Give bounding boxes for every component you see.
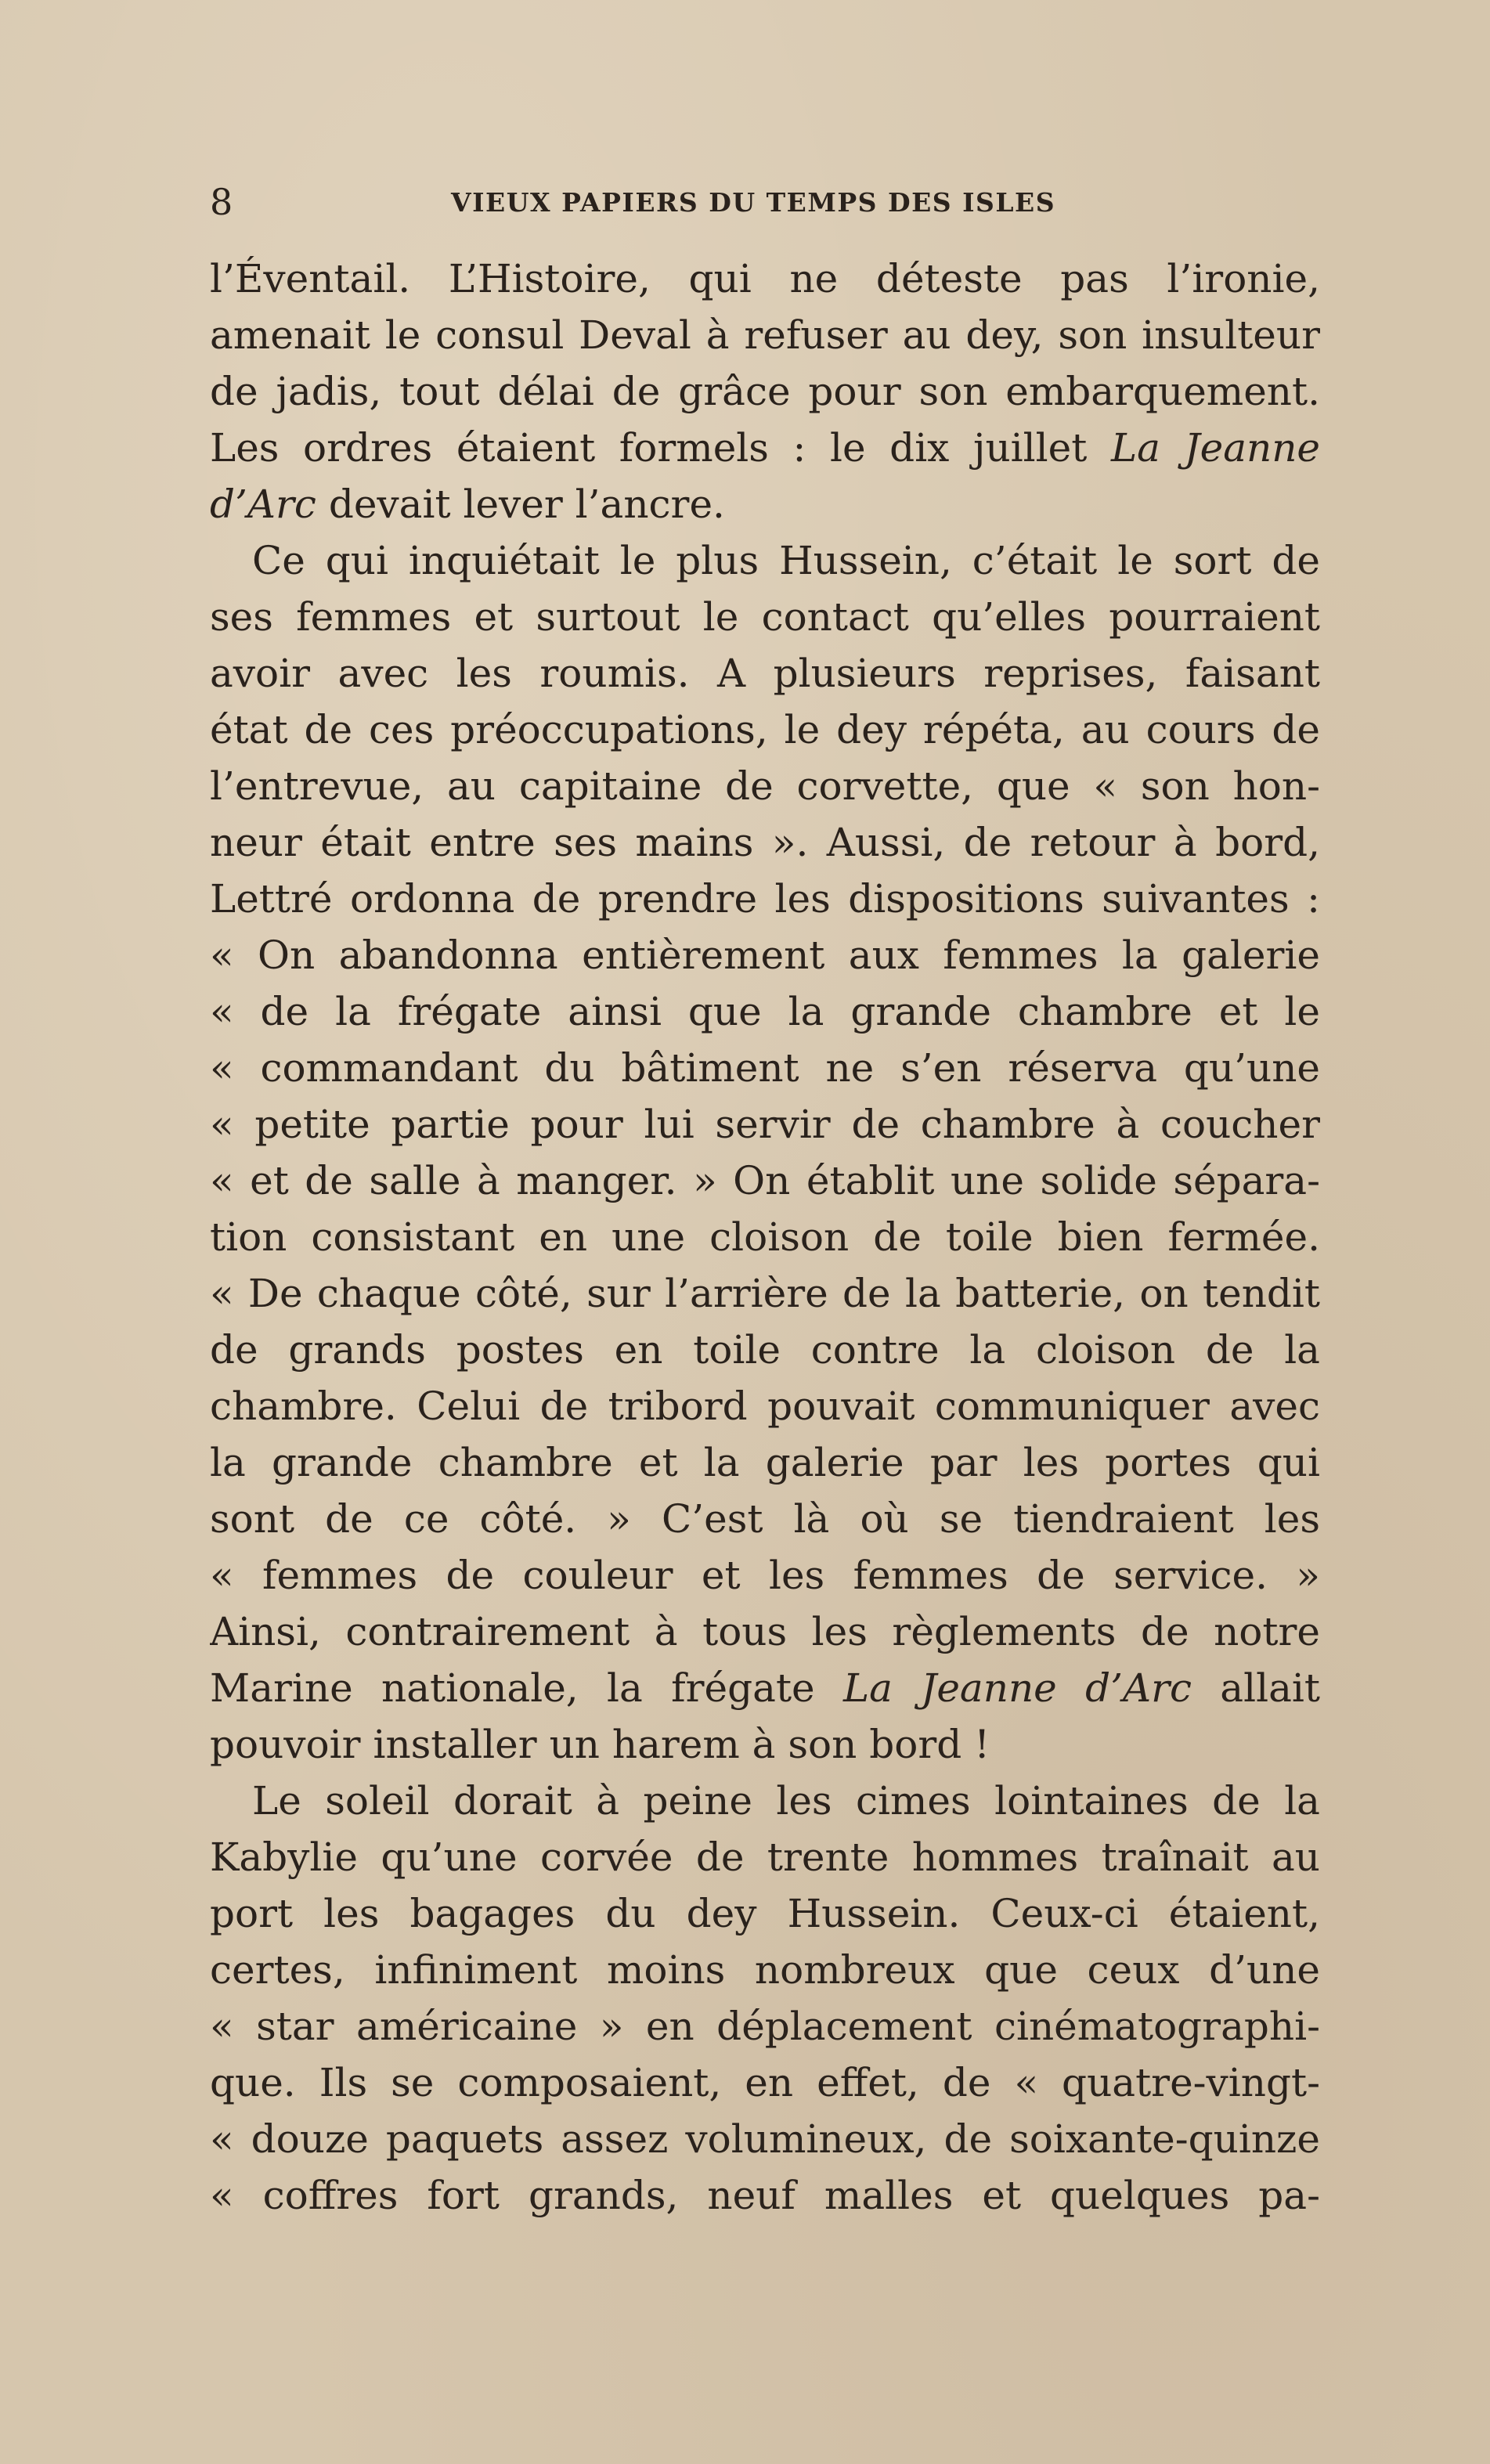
page-number: 8: [210, 181, 233, 223]
text-line: que. Ils se composaient, en effet, de « quatre-vingt-: [210, 2060, 1320, 2105]
text-line: « et de salle à manger. » On établit une solide sépara-: [210, 1158, 1320, 1203]
text-line: chambre. Celui de tribord pouvait communiquer avec: [210, 1384, 1320, 1429]
text-line: tion consistant en une cloison de toile bien fermée.: [210, 1214, 1320, 1260]
text-line: la grande chambre et la galerie par les portes qui: [210, 1440, 1320, 1485]
ship-name: La Jeanne: [1110, 425, 1320, 471]
text-line: « star américaine » en déplacement cinématographi-: [210, 2004, 1320, 2049]
text-line: de grands postes en toile contre la cloison de la: [210, 1327, 1320, 1373]
body-text: [210, 251, 1320, 2224]
text-line: « De chaque côté, sur l’arrière de la batterie, on tendit: [210, 1271, 1320, 1316]
text-line: avoir avec les roumis. A plusieurs reprises, faisant: [210, 651, 1320, 696]
running-head: [210, 179, 1110, 225]
text-line: « petite partie pour lui servir de chambre à coucher: [210, 1102, 1320, 1147]
text-line: l’Éventail. L’Histoire, qui ne déteste pas l’ironie,: [210, 256, 1320, 301]
text-line: certes, infiniment moins nombreux que ceux d’une: [210, 1947, 1320, 1993]
ship-name: La Jeanne d’Arc: [842, 1665, 1192, 1711]
text-line: Kabylie qu’une corvée de trente hommes traînait au: [210, 1834, 1320, 1880]
text-line: amenait le consul Deval à refuser au dey, son insulteur: [210, 312, 1320, 358]
text-line: ses femmes et surtout le contact qu’elles pourraient: [210, 594, 1320, 640]
text-line: Ce qui inquiétait le plus Hussein, c’était le sort de: [252, 538, 1320, 583]
text-line: de jadis, tout délai de grâce pour son embarquement.: [210, 369, 1320, 414]
text-line: pouvoir installer un harem à son bord !: [210, 1722, 990, 1767]
text-line: « commandant du bâtiment ne s’en réserva qu’une: [210, 1045, 1320, 1091]
text-line: Le soleil dorait à peine les cimes lointaines de la: [252, 1778, 1320, 1824]
text-line: Lettré ordonna de prendre les dispositions suivantes :: [210, 876, 1320, 922]
text-line: « femmes de couleur et les femmes de service. »: [210, 1553, 1320, 1598]
text-line: « On abandonna entièrement aux femmes la galerie: [210, 933, 1320, 978]
text-line: d’Arc devait lever l’ancre.: [210, 482, 725, 527]
text-line: l’entrevue, au capitaine de corvette, que « son hon-: [210, 763, 1320, 809]
text-line: « de la frégate ainsi que la grande chambre et le: [210, 989, 1320, 1034]
text-line: « coffres fort grands, neuf malles et quelques pa-: [210, 2173, 1320, 2218]
text-line: Les ordres étaient formels : le dix juillet La Jeanne: [210, 425, 1320, 471]
text-line: sont de ce côté. » C’est là où se tiendraient les: [210, 1496, 1320, 1542]
text-line: « douze paquets assez volumineux, de soixante-quinze: [210, 2116, 1320, 2162]
running-title: VIEUX PAPIERS DU TEMPS DES ISLES: [451, 187, 1056, 218]
text-line: Ainsi, contrairement à tous les règlements de notre: [210, 1609, 1320, 1654]
text-line: port les bagages du dey Hussein. Ceux-ci étaient,: [210, 1891, 1320, 1936]
text-line: neur était entre ses mains ». Aussi, de retour à bord,: [210, 820, 1320, 865]
text-line: Marine nationale, la frégate La Jeanne d’Arc allait: [210, 1665, 1320, 1711]
text-line: état de ces préoccupations, le dey répéta, au cours de: [210, 707, 1320, 752]
ship-name: d’Arc: [210, 482, 316, 527]
